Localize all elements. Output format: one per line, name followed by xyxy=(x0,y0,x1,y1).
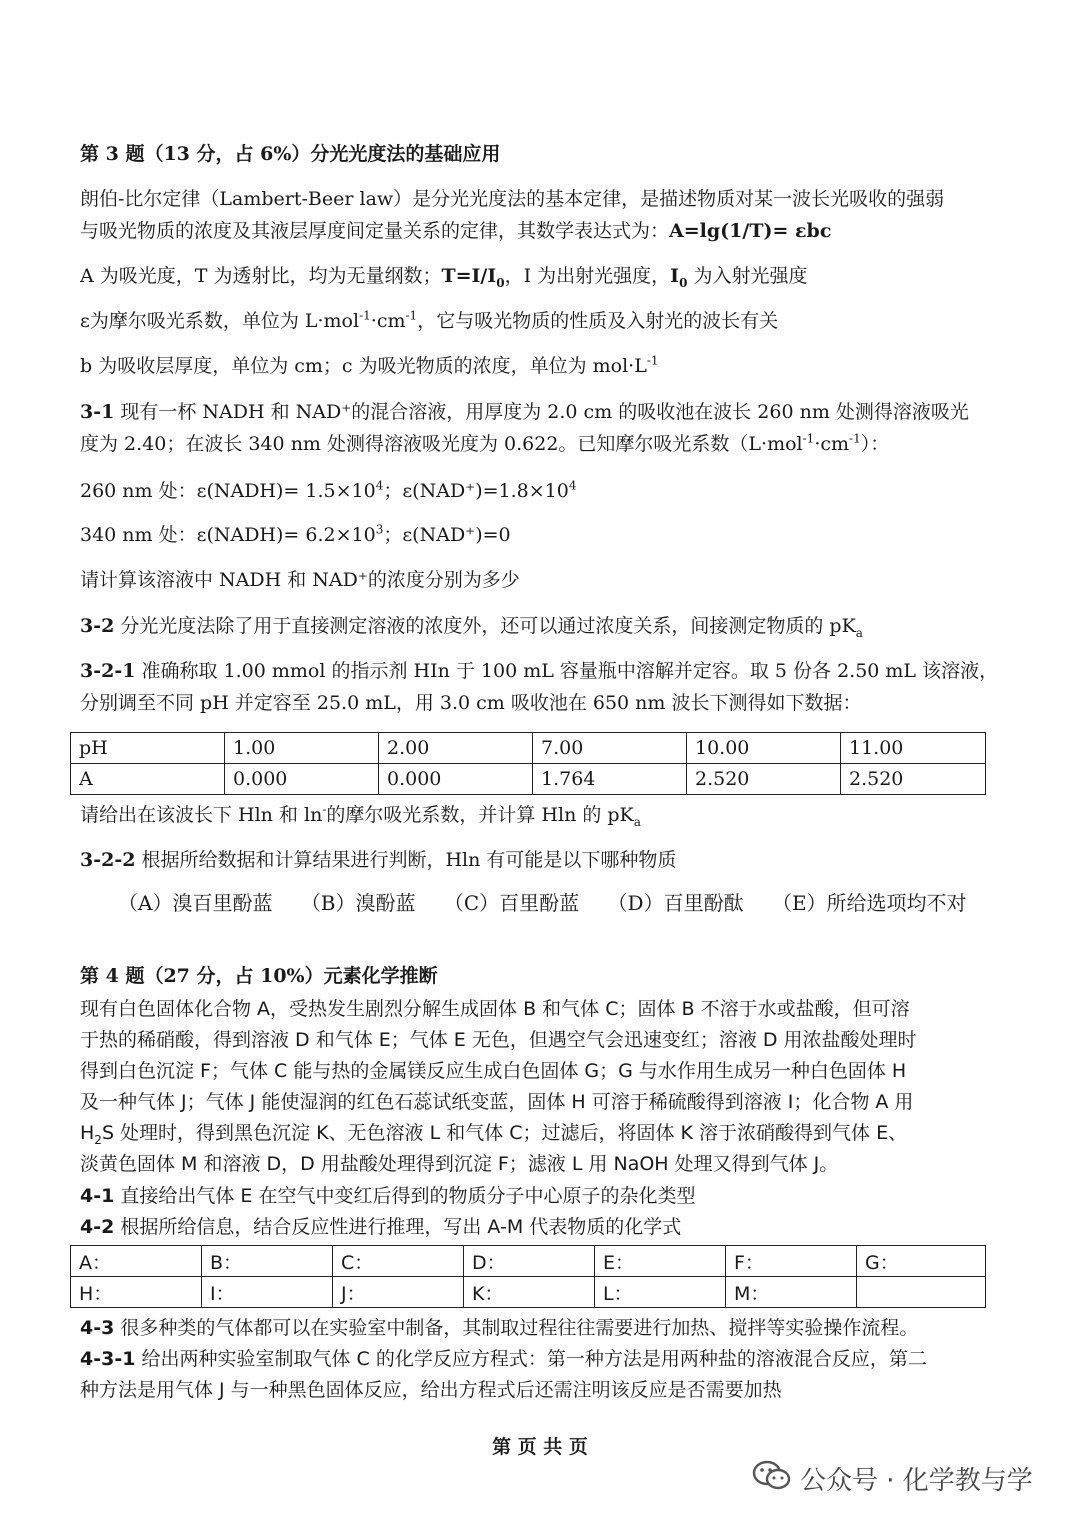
table-row xyxy=(71,1277,986,1308)
table-cell: 2.520 xyxy=(687,764,841,795)
absorbance-table xyxy=(70,732,986,795)
answer-cell-l: L： xyxy=(595,1277,726,1308)
q4-title: 第 4 题（27 分，占 10%）元素化学推断 xyxy=(80,965,438,987)
answer-cell-k: K： xyxy=(464,1277,595,1308)
option-a: （A）溴百里酚蓝 xyxy=(118,891,273,915)
q4-3-1-line-2: 种方法是用气体 J 与一种黑色固体反应，给出方程式后还需注明该反应是否需要加热 xyxy=(80,1379,782,1401)
q3-2-1-question: 请给出在该波长下 Hln 和 ln-的摩尔吸光系数，并计算 Hln 的 $pK_a$ xyxy=(80,802,641,829)
option-d: （D）百里酚酞 xyxy=(607,891,744,915)
q4-text-line-4: 及一种气体 J；气体 J 能使湿润的红色石蕊试纸变蓝，固体 H 可溶于稀硫酸得到溶液 I；化合物 A 用 xyxy=(80,1091,914,1113)
epsilon-260nm: 260 nm 处：ε(NADH)= $1.5\times 10^4$；$\varepsilon(NAD^+)=1.8\times 10^4$ xyxy=(80,478,577,502)
option-e: （E）所给选项均不对 xyxy=(771,891,967,915)
option-c: （C）百里酚蓝 xyxy=(443,891,580,915)
q3-1-line-2: 度为 2.40；在波长 340 nm 处测得溶液吸光度为 0.622。已知摩尔吸光系数$(L\cdot mol^{-1}\cdot cm^{-1})$： xyxy=(80,431,890,455)
table-cell: 0.000 xyxy=(379,764,533,795)
answer-cell-a: A： xyxy=(71,1246,202,1277)
answer-cell-e: E： xyxy=(595,1246,726,1277)
q3-2-2-line: 3-2-2 根据所给数据和计算结果进行判断，Hln 有可能是以下哪种物质 xyxy=(80,849,677,871)
table-cell: 11.00 xyxy=(841,733,986,764)
table-cell: 7.00 xyxy=(533,733,687,764)
answer-cell-d: D： xyxy=(464,1246,595,1277)
answer-cell-b: B： xyxy=(202,1246,333,1277)
answer-cell-h: H： xyxy=(71,1277,202,1308)
q3-intro-line-1: 朗伯-比尔定律（Lambert-Beer law）是分光光度法的基本定律，是描述物质对某一波长光吸收的强弱 xyxy=(80,188,945,210)
table-cell: 2.520 xyxy=(841,764,986,795)
q3-intro-line-2: 与吸光物质的浓度及其液层厚度间定量关系的定律，其数学表达式为：A=lg(1/T)= εbc xyxy=(80,220,832,242)
watermark-text: 公众号 · 化学教与学 xyxy=(800,1465,1033,1496)
epsilon-340nm: 340 nm 处：ε(NADH)= $6.2\times 10^3$；ε(NAD⁺)=0 xyxy=(80,522,511,546)
lambert-beer-formula: A=lg(1/T)= εbc xyxy=(669,220,832,242)
q4-2-line: 4-2 根据所给信息，结合反应性进行推理，写出 A-M 代表物质的化学式 xyxy=(80,1216,682,1238)
q3-definition-2: ε为摩尔吸光系数，单位为 $L\cdot mol^{-1}\cdot cm^{-1}$，它与吸光物质的性质及入射光的波长有关 xyxy=(80,308,779,332)
answer-cell-empty xyxy=(857,1277,986,1308)
q3-1-line-1: 3-1 现有一杯 NADH 和 NAD⁺的混合溶液，用厚度为 2.0 cm 的吸收池在波长 260 nm 处测得溶液吸光 xyxy=(80,401,969,423)
q4-text-line-2: 于热的稀硝酸，得到溶液 D 和气体 E；气体 E 无色，但遇空气会迅速变红；溶液 D 用浓盐酸处理时 xyxy=(80,1029,917,1051)
formula-answer-table xyxy=(70,1245,986,1308)
q3-2-1-line-1: 3-2-1 准确称取 1.00 mmol 的指示剂 HIn 于 100 mL 容量瓶中溶解并定容。取 5 份各 2.50 mL 该溶液， xyxy=(80,660,999,682)
page-footer: 第 页 共 页 xyxy=(492,1436,588,1458)
q3-title: 第 3 题（13 分，占 6%）分光光度法的基础应用 xyxy=(80,143,501,165)
table-cell: 2.00 xyxy=(379,733,533,764)
answer-cell-c: C： xyxy=(333,1246,464,1277)
q4-text-line-6: 淡黄色固体 M 和溶液 D，D 用盐酸处理得到沉淀 F；滤液 L 用 NaOH 处理又得到气体 J。 xyxy=(80,1153,839,1175)
answer-cell-g: G： xyxy=(857,1246,986,1277)
table-cell: 1.764 xyxy=(533,764,687,795)
q4-3-line: 4-3 很多种类的气体都可以在实验室中制备，其制取过程往往需要进行加热、搅拌等实验操作流程。 xyxy=(80,1317,919,1339)
q4-1-line: 4-1 直接给出气体 E 在空气中变红后得到的物质分子中心原子的杂化类型 xyxy=(80,1185,696,1207)
table-cell: 1.00 xyxy=(225,733,379,764)
table-cell: pH xyxy=(71,733,225,764)
table-cell: A xyxy=(71,764,225,795)
answer-cell-j: J： xyxy=(333,1277,464,1308)
q4-text-line-5: $H_2S$ 处理时，得到黑色沉淀 K、无色溶液 L 和气体 C；过滤后，将固体 K 溶于浓硝酸得到气体 E、 xyxy=(80,1122,908,1147)
table-row xyxy=(71,764,986,795)
option-b: （B）溴酚蓝 xyxy=(300,891,416,915)
q4-3-1-line-1: 4-3-1 给出两种实验室制取气体 C 的化学反应方程式：第一种方法是用两种盐的溶液混合反应，第二 xyxy=(80,1348,927,1370)
q3-2-line: 3-2 分光光度法除了用于直接测定溶液的浓度外，还可以通过浓度关系，间接测定物质的 $pK_a$ xyxy=(80,615,863,640)
wechat-icon xyxy=(752,1459,792,1497)
table-cell: 10.00 xyxy=(687,733,841,764)
answer-cell-f: F： xyxy=(726,1246,857,1277)
wechat-watermark xyxy=(752,1458,1033,1498)
answer-cell-i: I： xyxy=(202,1277,333,1308)
q3-definition-3: b 为吸收层厚度，单位为 cm；c 为吸光物质的浓度，单位为 $mol\cdot L^{-1}$ xyxy=(80,353,659,377)
q4-text-line-3: 得到白色沉淀 F；气体 C 能与热的金属镁反应生成白色固体 G；G 与水作用生成另一种白色固体 H xyxy=(80,1060,907,1082)
answer-cell-m: M： xyxy=(726,1277,857,1308)
table-row xyxy=(71,733,986,764)
table-row xyxy=(71,1246,986,1277)
q3-1-question: 请计算该溶液中 NADH 和 NAD⁺的浓度分别为多少 xyxy=(80,569,520,591)
q3-2-1-line-2: 分别调至不同 pH 并定容至 25.0 mL，用 3.0 cm 吸收池在 650 nm 波长下测得如下数据： xyxy=(80,692,862,714)
answer-options xyxy=(118,888,989,918)
table-cell: 0.000 xyxy=(225,764,379,795)
q3-definition-1: A 为吸光度，T 为透射比，均为无量纲数；$T=I/I_0$，I 为出射光强度，$I_0$ 为入射光强度 xyxy=(80,265,808,290)
q4-text-line-1: 现有白色固体化合物 A，受热发生剧烈分解生成固体 B 和气体 C；固体 B 不溶于水或盐酸，但可溶 xyxy=(80,998,910,1020)
